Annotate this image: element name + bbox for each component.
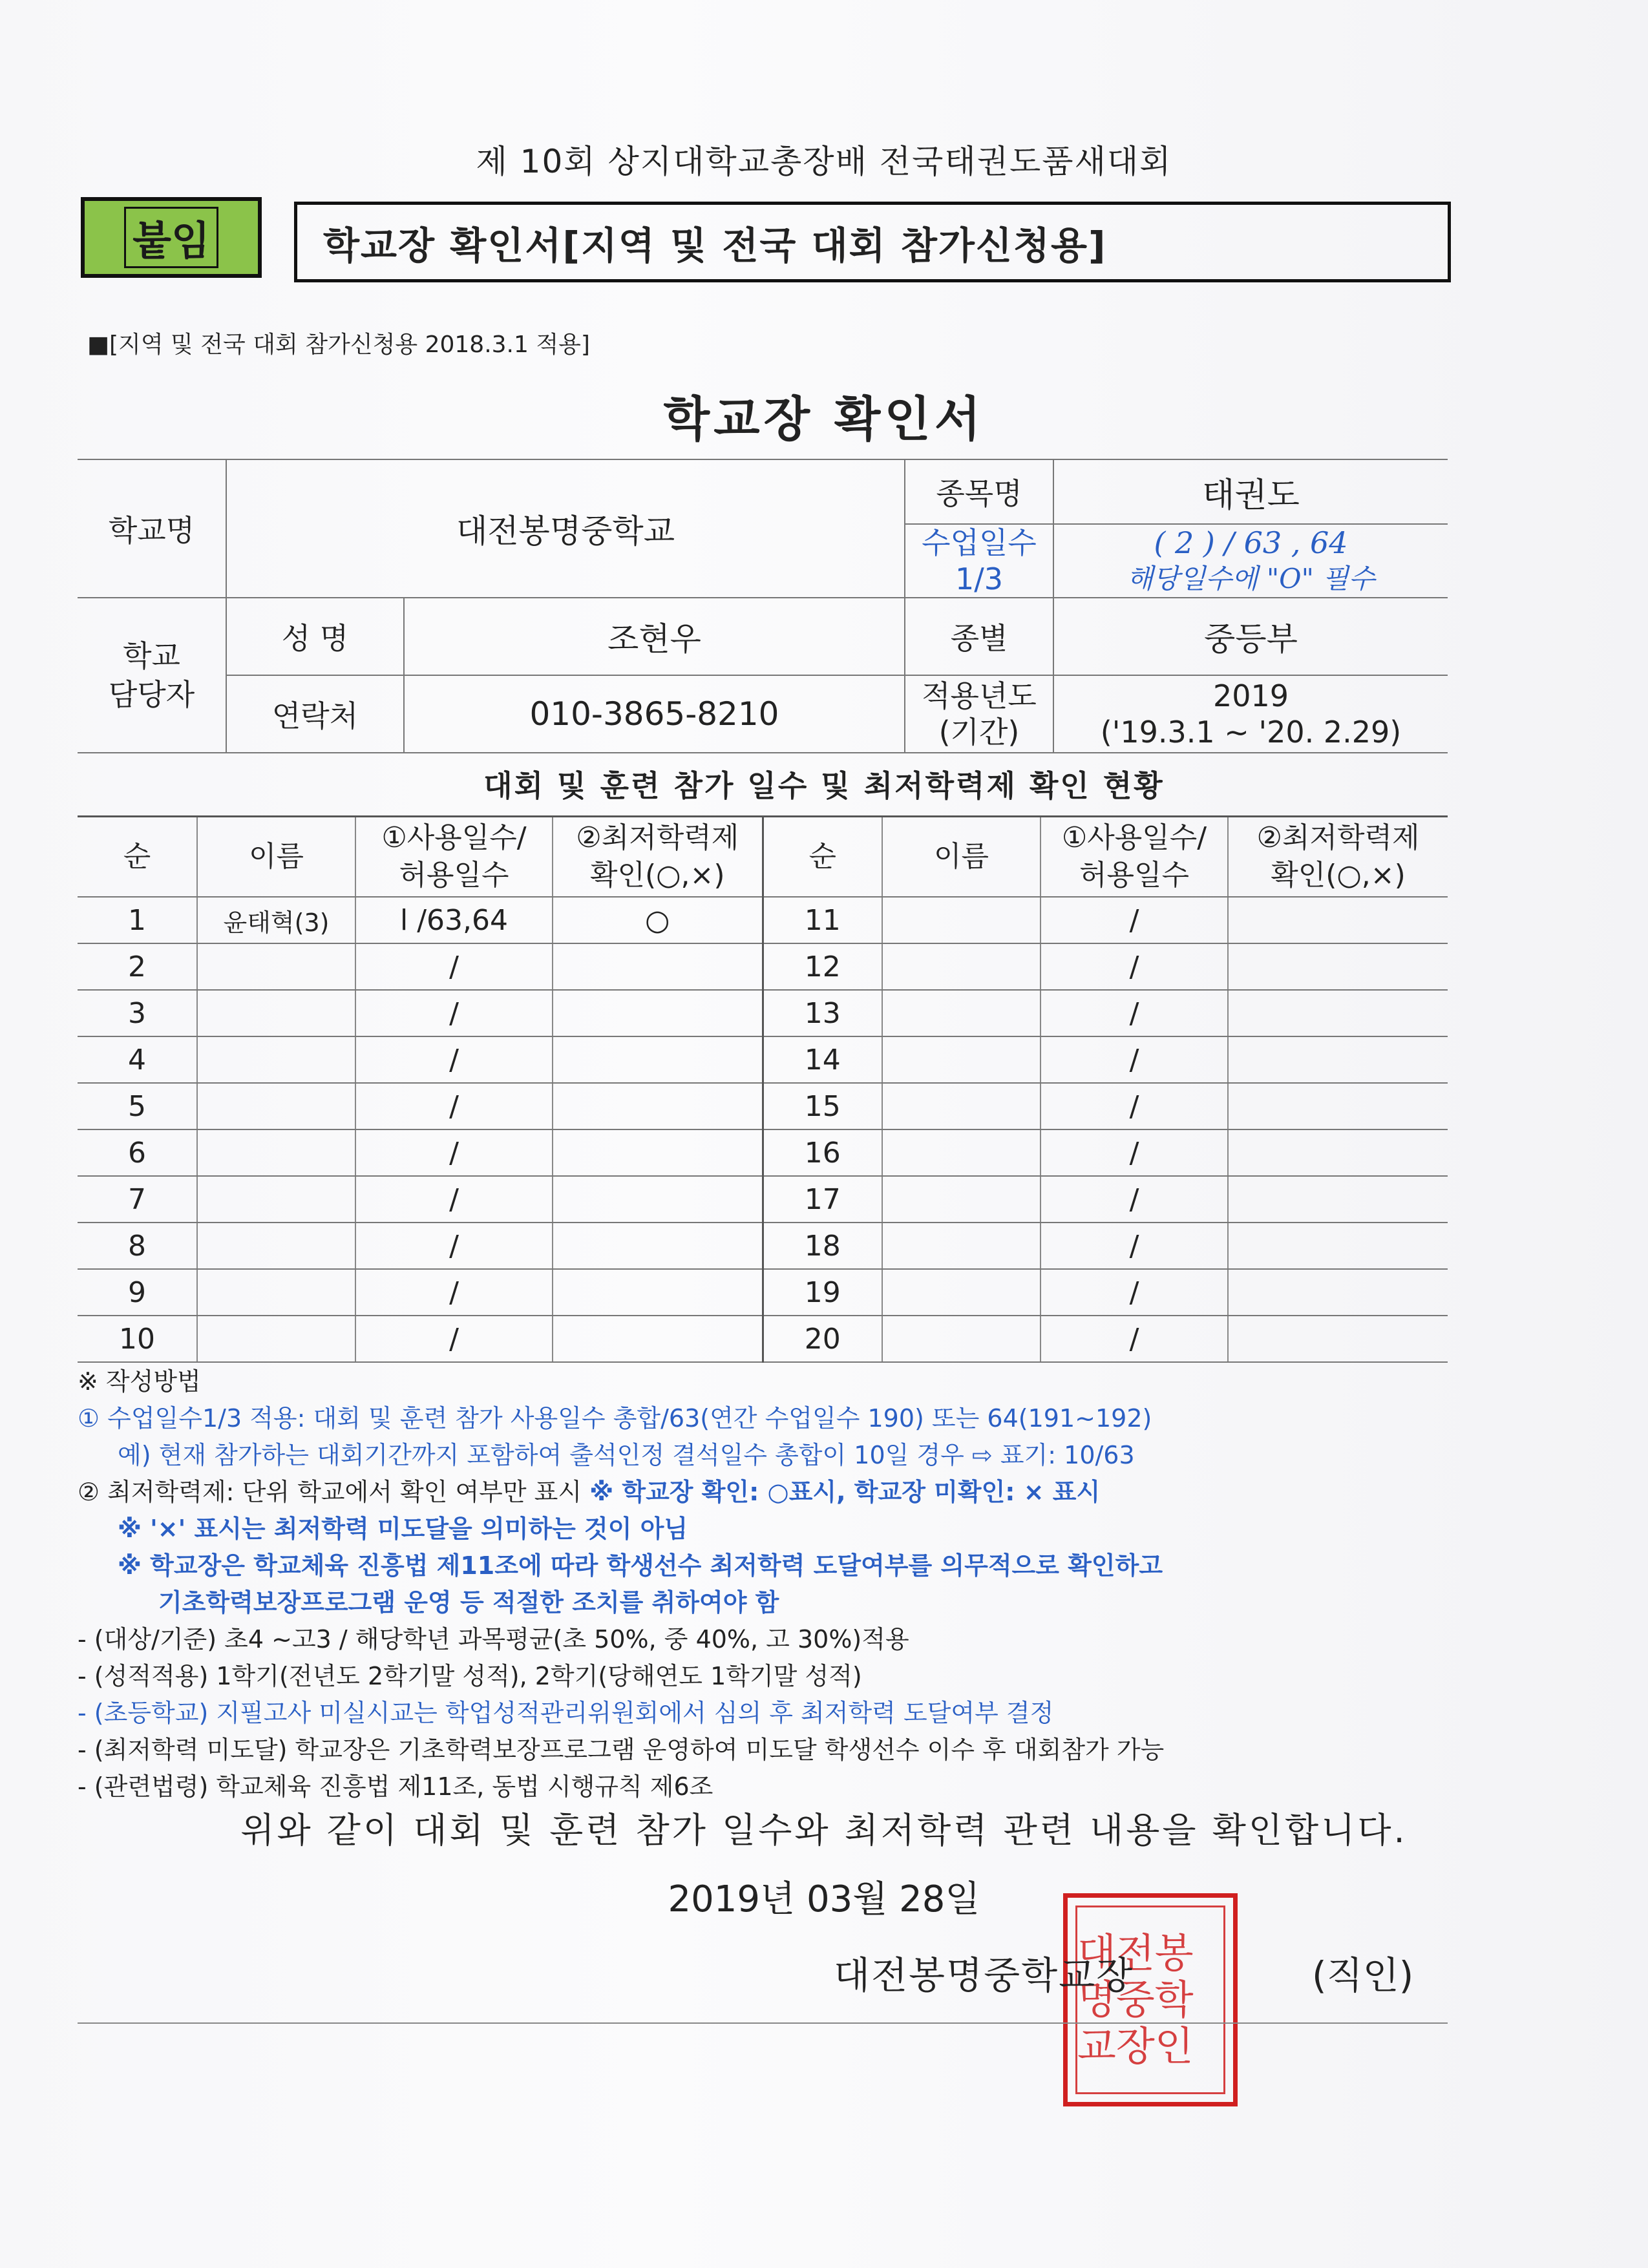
col-name-right: 이름 bbox=[882, 817, 1041, 898]
row-no: 14 bbox=[763, 1036, 882, 1083]
category-label: 종별 bbox=[905, 598, 1053, 675]
note-5: - (대상/기준) 초4 ~고3 / 해당학년 과목평균(초 50%, 중 40%, 고 30%)적용 bbox=[78, 1625, 909, 1654]
row-used-days: / bbox=[355, 1083, 553, 1129]
seal-mark-label: (직인) bbox=[1312, 1953, 1414, 1997]
note-1b: 예) 현재 참가하는 대회기간까지 포함하여 출석인정 결석일수 총합이 10일 경우 ⇨ 표기: 10/63 bbox=[118, 1441, 1135, 1469]
row-name bbox=[882, 1129, 1041, 1176]
row-no: 6 bbox=[78, 1129, 197, 1176]
col-no-left: 순 bbox=[78, 817, 197, 898]
row-used-days: / bbox=[1041, 1176, 1228, 1223]
row-name bbox=[882, 1083, 1041, 1129]
document-heading: 학교장 확인서[지역 및 전국 대회 참가신청용] bbox=[294, 202, 1451, 282]
row-check bbox=[1228, 1176, 1448, 1223]
school-info-table bbox=[78, 459, 1448, 753]
row-no: 13 bbox=[763, 990, 882, 1036]
row-check bbox=[1228, 1129, 1448, 1176]
classdays-note: 해당일수에 "O" 필수 bbox=[1126, 563, 1375, 594]
row-used-days: / bbox=[355, 1036, 553, 1083]
status-table bbox=[78, 815, 1448, 1363]
confirmation-statement: 위와 같이 대회 및 훈련 참가 일수와 최저학력 관련 내용을 확인합니다. bbox=[240, 1810, 1408, 1851]
col-used-right bbox=[1041, 817, 1228, 898]
official-seal-inner: 대전봉명중학교장인 bbox=[1075, 1906, 1225, 2094]
note-4b: 기초학력보장프로그램 운영 등 적절한 조치를 취하여야 함 bbox=[158, 1588, 779, 1617]
col-used-right-2: 허용일수 bbox=[1079, 859, 1189, 892]
category-value: 중등부 bbox=[1053, 598, 1448, 675]
school-label: 학교명 bbox=[78, 459, 226, 598]
bottom-rule bbox=[78, 2022, 1448, 2024]
row-check bbox=[1228, 897, 1448, 943]
contact-value: 010-3865-8210 bbox=[404, 675, 905, 753]
name-label: 성 명 bbox=[226, 598, 404, 675]
note-8: - (최저학력 미도달) 학교장은 기초학력보장프로그램 운영하여 미도달 학생선수 이수 후 대회참가 가능 bbox=[78, 1736, 1165, 1764]
table-row bbox=[78, 1129, 1448, 1176]
row-name bbox=[197, 1176, 355, 1223]
row-used-days: / bbox=[1041, 1316, 1228, 1362]
col-used-left-2: 허용일수 bbox=[399, 859, 509, 892]
row-check bbox=[553, 1036, 763, 1083]
year-value bbox=[1053, 675, 1448, 753]
col-used-left-1: ①사용일수/ bbox=[381, 821, 527, 854]
event-title: 제 10회 상지대학교총장배 전국태권도품새대회 bbox=[476, 143, 1172, 180]
table-row bbox=[78, 897, 1448, 943]
row-no: 20 bbox=[763, 1316, 882, 1362]
status-table-body bbox=[78, 897, 1448, 1362]
row-name bbox=[197, 990, 355, 1036]
row-name bbox=[882, 1269, 1041, 1316]
row-name bbox=[197, 1269, 355, 1316]
row-check bbox=[1228, 990, 1448, 1036]
row-no: 10 bbox=[78, 1316, 197, 1362]
attachment-badge bbox=[81, 197, 262, 278]
table-row bbox=[78, 990, 1448, 1036]
sport-label: 종목명 bbox=[905, 459, 1053, 524]
row-name bbox=[882, 897, 1041, 943]
row-name bbox=[882, 1316, 1041, 1362]
row-used-days: / bbox=[1041, 990, 1228, 1036]
year-label bbox=[905, 675, 1053, 753]
row-name bbox=[882, 1036, 1041, 1083]
row-check bbox=[1228, 1223, 1448, 1269]
classdays-value bbox=[1053, 524, 1448, 598]
applicability-note: ■[지역 및 전국 대회 참가신청용 2018.3.1 적용] bbox=[87, 331, 590, 358]
row-used-days: / bbox=[355, 1129, 553, 1176]
row-no: 16 bbox=[763, 1129, 882, 1176]
note-2 bbox=[78, 1474, 1461, 1511]
instructions bbox=[78, 1363, 1461, 1805]
col-name-left: 이름 bbox=[197, 817, 355, 898]
row-no: 3 bbox=[78, 990, 197, 1036]
classdays-handwritten: ( 2 ) / 63 , 64 bbox=[1154, 525, 1348, 560]
table-row bbox=[78, 1083, 1448, 1129]
row-no: 7 bbox=[78, 1176, 197, 1223]
classdays-label-text: 수업일수 bbox=[922, 525, 1037, 560]
row-no: 18 bbox=[763, 1223, 882, 1269]
row-no: 5 bbox=[78, 1083, 197, 1129]
row-check bbox=[553, 1176, 763, 1223]
table-row bbox=[78, 1269, 1448, 1316]
row-no: 19 bbox=[763, 1269, 882, 1316]
manager-label-line1: 학교 bbox=[123, 638, 180, 673]
principal-name: 대전봉명중학교장 bbox=[834, 1953, 1134, 1997]
row-check bbox=[553, 990, 763, 1036]
row-check bbox=[553, 1223, 763, 1269]
row-used-days: / bbox=[1041, 1083, 1228, 1129]
col-check-right bbox=[1228, 817, 1448, 898]
row-name: 윤태혁(3) bbox=[197, 897, 355, 943]
row-no: 12 bbox=[763, 943, 882, 990]
row-check bbox=[553, 1269, 763, 1316]
row-used-days: / bbox=[1041, 1129, 1228, 1176]
note-9: - (관련법령) 학교체육 진흥법 제11조, 동법 시행규칙 제6조 bbox=[78, 1772, 713, 1801]
note-4a: ※ 학교장은 학교체육 진흥법 제11조에 따라 학생선수 최저학력 도달여부를 의무적으로 확인하고 bbox=[118, 1551, 1163, 1580]
row-name bbox=[197, 1129, 355, 1176]
classdays-fraction: 1/3 bbox=[955, 562, 1004, 596]
col-check-right-1: ②최저학력제 bbox=[1256, 821, 1420, 854]
row-check bbox=[553, 943, 763, 990]
table-row bbox=[78, 1223, 1448, 1269]
note-1a: ① 수업일수1/3 적용: 대회 및 훈련 참가 사용일수 총합/63(연간 수업일수 190) 또는 64(191~192) bbox=[78, 1404, 1152, 1433]
year-period: ('19.3.1 ~ '20. 2.29) bbox=[1100, 715, 1402, 750]
row-check bbox=[1228, 1269, 1448, 1316]
row-name bbox=[197, 943, 355, 990]
note-3: ※ '×' 표시는 최저학력 미도달을 의미하는 것이 아님 bbox=[118, 1515, 688, 1543]
row-no: 1 bbox=[78, 897, 197, 943]
note-2b: ※ 학교장 확인: ○표시, 학교장 미확인: × 표시 bbox=[589, 1478, 1101, 1506]
row-name bbox=[197, 1036, 355, 1083]
row-check bbox=[553, 1316, 763, 1362]
row-check bbox=[553, 1083, 763, 1129]
col-check-right-2: 확인(○,×) bbox=[1271, 859, 1406, 892]
row-used-days: / bbox=[1041, 943, 1228, 990]
row-no: 15 bbox=[763, 1083, 882, 1129]
row-no: 9 bbox=[78, 1269, 197, 1316]
row-no: 17 bbox=[763, 1176, 882, 1223]
table-row bbox=[78, 1036, 1448, 1083]
manager-label-line2: 담당자 bbox=[108, 677, 195, 712]
status-heading: 대회 및 훈련 참가 일수 및 최저학력제 확인 현황 bbox=[483, 768, 1165, 803]
note-2a: ② 최저학력제: 단위 학교에서 확인 여부만 표시 bbox=[78, 1478, 582, 1506]
row-name bbox=[197, 1316, 355, 1362]
manager-label bbox=[78, 598, 226, 753]
notes-heading: ※ 작성방법 bbox=[78, 1367, 201, 1396]
row-name bbox=[197, 1083, 355, 1129]
col-check-left bbox=[553, 817, 763, 898]
table-row bbox=[78, 1176, 1448, 1223]
col-used-right-1: ①사용일수/ bbox=[1061, 821, 1207, 854]
row-no: 2 bbox=[78, 943, 197, 990]
row-name bbox=[197, 1223, 355, 1269]
row-check bbox=[1228, 943, 1448, 990]
row-name bbox=[882, 1176, 1041, 1223]
table-row bbox=[78, 1316, 1448, 1362]
row-used-days: / bbox=[1041, 1223, 1228, 1269]
school-value: 대전봉명중학교 bbox=[226, 459, 905, 598]
row-check bbox=[1228, 1083, 1448, 1129]
col-check-left-1: ②최저학력제 bbox=[576, 821, 739, 854]
contact-label: 연락처 bbox=[226, 675, 404, 753]
row-used-days: / bbox=[1041, 1269, 1228, 1316]
year-label-line2: (기간) bbox=[938, 715, 1020, 750]
row-used-days: / bbox=[355, 1176, 553, 1223]
row-name bbox=[882, 1223, 1041, 1269]
table-row bbox=[78, 943, 1448, 990]
row-check: ○ bbox=[553, 897, 763, 943]
official-seal bbox=[1063, 1893, 1238, 2106]
row-used-days: / bbox=[355, 1269, 553, 1316]
row-name bbox=[882, 943, 1041, 990]
page-title: 학교장 확인서 bbox=[663, 392, 985, 447]
row-used-days: / bbox=[355, 990, 553, 1036]
row-used-days: / bbox=[1041, 897, 1228, 943]
sport-value: 태권도 bbox=[1053, 459, 1448, 524]
row-check bbox=[1228, 1036, 1448, 1083]
row-used-days: / bbox=[355, 1316, 553, 1362]
row-used-days: l /63,64 bbox=[355, 897, 553, 943]
row-no: 4 bbox=[78, 1036, 197, 1083]
row-check bbox=[553, 1129, 763, 1176]
col-used-left bbox=[355, 817, 553, 898]
name-value: 조현우 bbox=[404, 598, 905, 675]
row-no: 8 bbox=[78, 1223, 197, 1269]
row-used-days: / bbox=[355, 1223, 553, 1269]
row-used-days: / bbox=[355, 943, 553, 990]
col-no-right: 순 bbox=[763, 817, 882, 898]
classdays-label bbox=[905, 524, 1053, 598]
attachment-badge-label: 붙임 bbox=[124, 207, 218, 268]
row-no: 11 bbox=[763, 897, 882, 943]
row-used-days: / bbox=[1041, 1036, 1228, 1083]
col-check-left-2: 확인(○,×) bbox=[589, 859, 725, 892]
note-6: - (성적적용) 1학기(전년도 2학기말 성적), 2학기(당해연도 1학기말 성적) bbox=[78, 1662, 862, 1690]
row-name bbox=[882, 990, 1041, 1036]
issue-date: 2019년 03월 28일 bbox=[668, 1878, 980, 1920]
year-label-line1: 적용년도 bbox=[922, 678, 1037, 713]
row-check bbox=[1228, 1316, 1448, 1362]
year-value-text: 2019 bbox=[1212, 678, 1289, 713]
note-7: - (초등학교) 지필고사 미실시교는 학업성적관리위원회에서 심의 후 최저학력 도달여부 결정 bbox=[78, 1699, 1054, 1727]
